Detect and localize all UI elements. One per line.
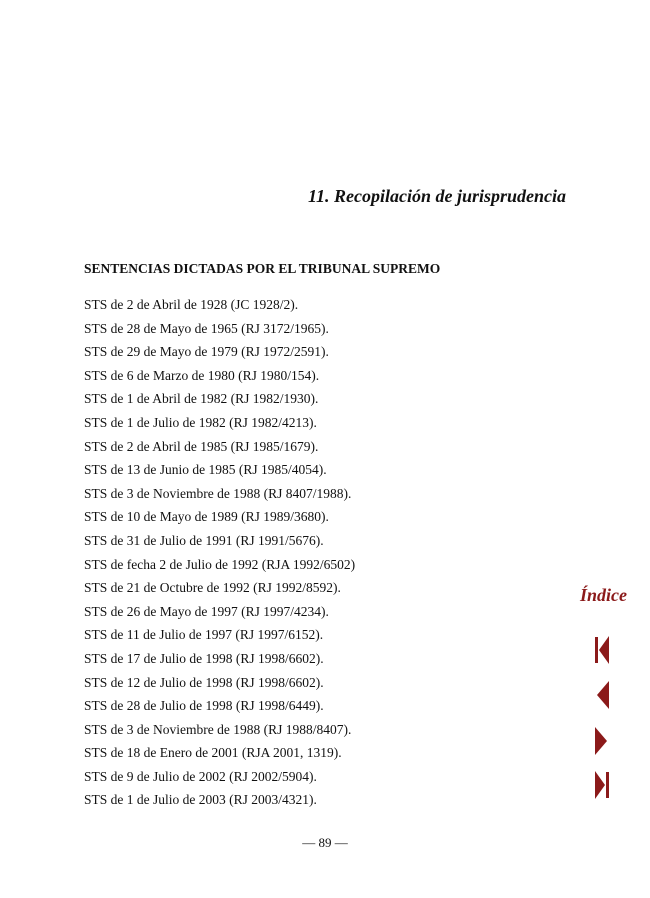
chapter-title: 11. Recopilación de jurisprudencia	[307, 186, 566, 206]
ruling-item: STS de 12 de Julio de 1998 (RJ 1998/6602).	[84, 674, 324, 690]
next-page-icon	[594, 726, 610, 756]
ruling-item: STS de 29 de Mayo de 1979 (RJ 1972/2591).	[84, 344, 329, 360]
previous-page-button[interactable]	[594, 680, 610, 710]
first-page-icon	[594, 635, 610, 665]
ruling-item: STS de 6 de Marzo de 1980 (RJ 1980/154).	[84, 367, 320, 383]
ruling-item: STS de 17 de Julio de 1998 (RJ 1998/6602).	[84, 650, 324, 666]
ruling-item: STS de 28 de Mayo de 1965 (RJ 3172/1965).	[84, 320, 329, 336]
ruling-item: STS de fecha 2 de Julio de 1992 (RJA 1992/6502)	[84, 556, 356, 572]
index-link[interactable]: Índice	[580, 585, 627, 605]
ruling-item: STS de 31 de Julio de 1991 (RJ 1991/5676).	[84, 532, 324, 548]
page-navigation	[580, 585, 636, 606]
ruling-item: STS de 1 de Julio de 1982 (RJ 1982/4213).	[84, 414, 317, 430]
ruling-item: STS de 21 de Octubre de 1992 (RJ 1992/8592).	[84, 580, 341, 596]
ruling-item: STS de 28 de Julio de 1998 (RJ 1998/6449).	[84, 698, 324, 714]
ruling-item: STS de 13 de Junio de 1985 (RJ 1985/4054).	[84, 462, 327, 478]
ruling-item: STS de 1 de Julio de 2003 (RJ 2003/4321).	[84, 792, 317, 808]
first-page-button[interactable]	[594, 635, 610, 665]
section-heading: SENTENCIAS DICTADAS POR EL TRIBUNAL SUPREMO	[84, 261, 441, 276]
last-page-icon	[594, 770, 610, 800]
last-page-button[interactable]	[594, 770, 610, 800]
ruling-item: STS de 10 de Mayo de 1989 (RJ 1989/3680).	[84, 509, 329, 525]
ruling-item: STS de 9 de Julio de 2002 (RJ 2002/5904).	[84, 768, 317, 784]
rulings-list	[84, 293, 355, 812]
ruling-item: STS de 18 de Enero de 2001 (RJA 2001, 1319).	[84, 745, 342, 761]
ruling-item: STS de 2 de Abril de 1928 (JC 1928/2).	[84, 297, 299, 312]
ruling-item: STS de 26 de Mayo de 1997 (RJ 1997/4234).	[84, 603, 329, 619]
previous-page-icon	[594, 680, 610, 710]
page-number: — 89 —	[302, 835, 348, 850]
ruling-item: STS de 2 de Abril de 1985 (RJ 1985/1679).	[84, 438, 319, 454]
ruling-item: STS de 3 de Noviembre de 1988 (RJ 8407/1988).	[84, 485, 352, 501]
next-page-button[interactable]	[594, 726, 610, 756]
ruling-item: STS de 3 de Noviembre de 1988 (RJ 1988/8407).	[84, 721, 352, 737]
ruling-item: STS de 1 de Abril de 1982 (RJ 1982/1930).	[84, 391, 319, 407]
ruling-item: STS de 11 de Julio de 1997 (RJ 1997/6152).	[84, 627, 324, 643]
